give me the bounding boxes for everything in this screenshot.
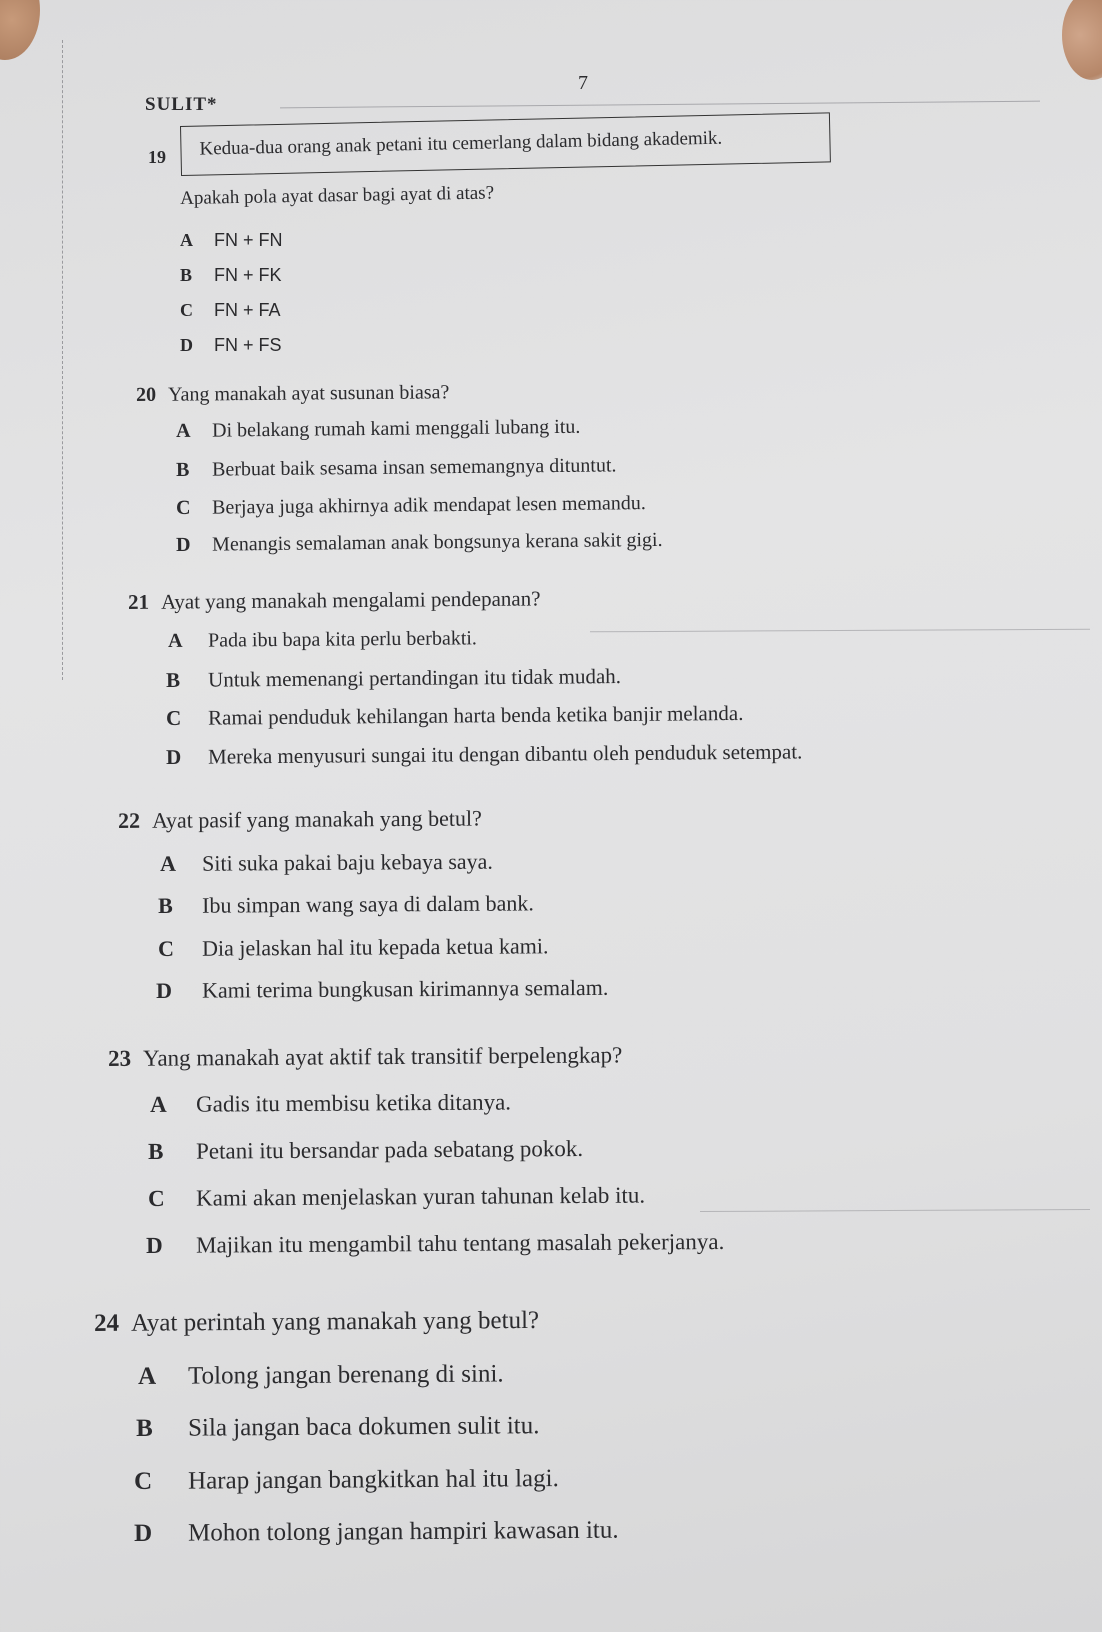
option-text: Untuk memenangi pertandingan itu tidak mudah. — [207, 664, 622, 692]
confidential-label: SULIT* — [145, 94, 218, 115]
question-19-boxed-sentence: Kedua-dua orang anak petani itu cemerlang dalam bidang akademik. — [180, 112, 831, 176]
option-letter: A — [138, 1362, 157, 1390]
question-number: 21 — [128, 589, 150, 614]
option-text: Siti suka pakai baju kebaya saya. — [201, 848, 493, 876]
question-number: 20 — [136, 383, 157, 406]
option-letter: A — [180, 230, 193, 250]
option-text: Mohon tolong jangan hampiri kawasan itu. — [187, 1516, 619, 1547]
finger-shadow-right — [1062, 0, 1102, 80]
question-21-option-a[interactable] — [168, 627, 477, 653]
question-19-prompt: Apakah pola ayat dasar bagi ayat di atas? — [180, 182, 495, 209]
option-letter: D — [180, 335, 193, 355]
option-letter: D — [176, 533, 191, 556]
question-23-option-d[interactable] — [146, 1229, 724, 1259]
header-divider — [280, 101, 1040, 109]
question-24-option-c[interactable] — [134, 1465, 559, 1496]
question-prompt: Ayat perintah yang manakah yang betul? — [130, 1306, 540, 1337]
option-text: Petani itu bersandar pada sebatang pokok. — [195, 1135, 584, 1164]
question-24-option-d[interactable] — [134, 1517, 619, 1548]
question-22-option-c[interactable] — [158, 933, 549, 962]
question-number: 23 — [108, 1045, 132, 1071]
option-letter: B — [158, 892, 173, 918]
question-23-option-b[interactable] — [148, 1136, 583, 1165]
page-number: 7 — [578, 72, 588, 94]
option-text: Sila jangan baca dokumen sulit itu. — [187, 1412, 540, 1442]
option-letter: B — [136, 1414, 153, 1442]
question-22 — [118, 805, 482, 834]
option-letter: B — [166, 667, 181, 692]
question-number: 22 — [118, 807, 141, 833]
option-text: Ramai penduduk kehilangan harta benda ketika banjir melanda. — [207, 700, 744, 730]
option-letter: A — [168, 629, 183, 652]
question-prompt: Yang manakah ayat aktif tak transitif berpelengkap? — [142, 1042, 623, 1071]
question-21-option-c[interactable] — [166, 701, 744, 731]
question-19-option-b[interactable] — [180, 265, 282, 286]
question-24-option-a[interactable] — [138, 1360, 504, 1391]
question-20 — [136, 381, 449, 407]
option-text: Di belakang rumah kami menggali lubang itu. — [211, 415, 581, 442]
option-letter: C — [180, 300, 193, 320]
question-23 — [108, 1042, 622, 1072]
question-22-option-b[interactable] — [158, 890, 534, 919]
option-letter: C — [158, 935, 175, 961]
margin-line — [62, 40, 63, 680]
question-22-option-d[interactable] — [156, 975, 608, 1004]
option-text: Berjaya juga akhirnya adik mendapat lesen memandu. — [211, 492, 646, 519]
question-23-option-a[interactable] — [150, 1089, 511, 1118]
question-prompt: Yang manakah ayat susunan biasa? — [167, 381, 450, 406]
option-text: FN + FS — [214, 335, 282, 355]
option-text: Tolong jangan berenang di sini. — [187, 1360, 504, 1390]
question-24-option-b[interactable] — [136, 1412, 540, 1443]
option-letter: D — [156, 977, 173, 1003]
option-text: Mereka menyusuri sungai itu dengan dibantu oleh penduduk setempat. — [207, 739, 803, 769]
question-19-option-c[interactable] — [180, 300, 281, 321]
option-text: Berbuat baik sesama insan sememangnya dituntut. — [211, 454, 617, 481]
question-20-option-b[interactable] — [176, 454, 617, 482]
option-text: Ibu simpan wang saya di dalam bank. — [201, 890, 534, 918]
option-letter: D — [146, 1232, 163, 1258]
question-21 — [128, 586, 541, 615]
finger-shadow — [0, 0, 40, 60]
question-21-option-d[interactable] — [166, 739, 802, 770]
option-text: Menangis semalaman anak bongsunya kerana sakit gigi. — [211, 528, 663, 556]
option-text: FN + FK — [214, 265, 282, 285]
question-24 — [94, 1307, 539, 1338]
option-text: Majikan itu mengambil tahu tentang masalah pekerjanya. — [195, 1228, 725, 1258]
option-letter: C — [166, 705, 182, 730]
question-19-option-d[interactable] — [180, 335, 282, 356]
option-letter: A — [176, 419, 191, 442]
question-20-option-a[interactable] — [176, 416, 580, 443]
option-text: FN + FN — [214, 230, 283, 250]
option-text: Kami akan menjelaskan yuran tahunan kelab itu. — [195, 1182, 646, 1211]
question-number: 24 — [94, 1309, 120, 1337]
stray-line — [590, 629, 1090, 633]
option-letter: A — [160, 850, 177, 876]
stray-line — [700, 1209, 1090, 1212]
question-22-option-a[interactable] — [160, 849, 493, 877]
option-letter: D — [134, 1519, 153, 1547]
question-20-option-d[interactable] — [176, 529, 663, 557]
option-letter: C — [148, 1185, 165, 1211]
question-19-number: 19 — [148, 147, 166, 167]
option-letter: B — [176, 458, 190, 481]
question-23-option-c[interactable] — [148, 1183, 645, 1212]
option-letter: A — [150, 1091, 167, 1117]
question-21-option-b[interactable] — [166, 664, 621, 693]
option-letter: B — [148, 1138, 164, 1164]
option-text: FN + FA — [214, 300, 281, 320]
option-text: Pada ibu bapa kita perlu berbakti. — [207, 627, 477, 652]
option-letter: C — [134, 1467, 153, 1495]
question-prompt: Ayat yang manakah mengalami pendepanan? — [160, 586, 541, 614]
question-19-option-a[interactable] — [180, 230, 283, 251]
option-letter: B — [180, 265, 193, 285]
option-text: Dia jelaskan hal itu kepada ketua kami. — [201, 933, 549, 961]
option-text: Gadis itu membisu ketika ditanya. — [195, 1089, 512, 1117]
option-text: Kami terima bungkusan kirimannya semalam. — [201, 974, 609, 1003]
option-text: Harap jangan bangkitkan hal itu lagi. — [187, 1465, 559, 1495]
option-letter: C — [176, 496, 191, 519]
option-letter: D — [166, 744, 182, 769]
question-20-option-c[interactable] — [176, 492, 646, 520]
question-prompt: Ayat pasif yang manakah yang betul? — [151, 805, 482, 833]
